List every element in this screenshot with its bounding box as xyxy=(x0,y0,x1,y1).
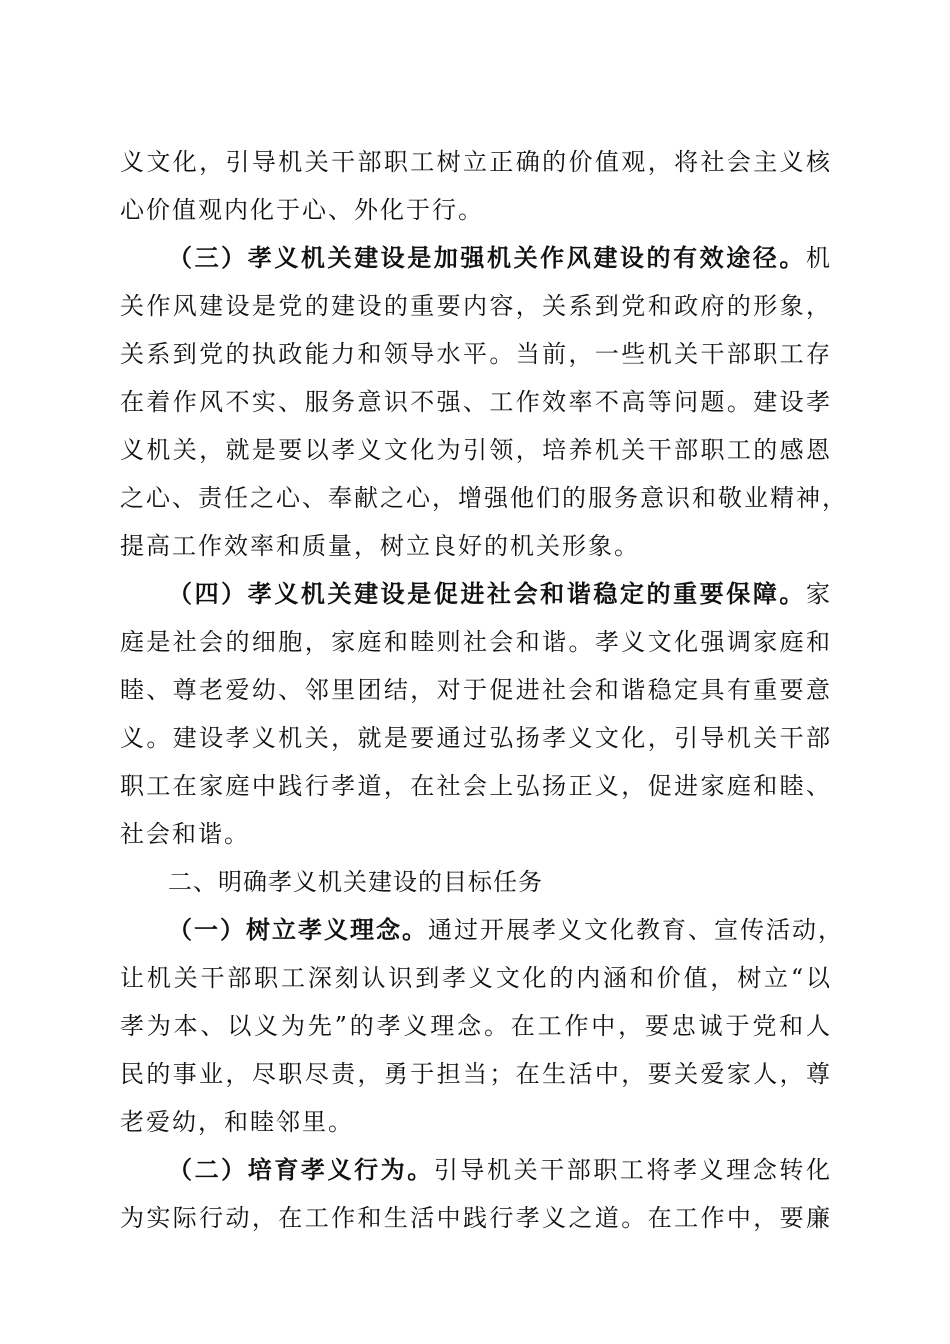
paragraph-text: 家 xyxy=(806,580,832,608)
paragraph-text: 引导机关干部职工将孝义理念转化 xyxy=(433,1156,833,1184)
paragraph-text: 机 xyxy=(806,244,832,272)
paragraph-line: 提高工作效率和质量，树立良好的机关形象。 xyxy=(120,532,640,560)
paragraph-lead: （二）培育孝义行为。 xyxy=(168,1155,434,1184)
paragraph-line: 心价值观内化于心、外化于行。 xyxy=(120,196,484,224)
paragraph-first-line xyxy=(168,238,832,278)
paragraph-line: 为实际行动，在工作和生活中践行孝义之道。在工作中，要廉 xyxy=(120,1204,832,1232)
paragraph-text: 通过开展孝义文化教育、宣传活动， xyxy=(428,916,844,944)
paragraph-line: 民的事业，尽职尽责，勇于担当；在生活中，要关爱家人，尊 xyxy=(120,1060,832,1088)
paragraph-lead: （三）孝义机关建设是加强机关作风建设的有效途径。 xyxy=(168,243,806,272)
paragraph-line: 睦、尊老爱幼、邻里团结，对于促进社会和谐稳定具有重要意 xyxy=(120,676,832,704)
paragraph-line: 义机关，就是要以孝义文化为引领，培养机关干部职工的感恩 xyxy=(120,436,832,464)
paragraph-line: 之心、责任之心、奉献之心，增强他们的服务意识和敬业精神， xyxy=(120,484,848,512)
paragraph-line: 老爱幼，和睦邻里。 xyxy=(120,1108,354,1136)
paragraph-line: 在着作风不实、服务意识不强、工作效率不高等问题。建设孝 xyxy=(120,388,832,416)
paragraph-line: 职工在家庭中践行孝道，在社会上弘扬正义，促进家庭和睦、 xyxy=(120,772,832,800)
paragraph-line: 庭是社会的细胞，家庭和睦则社会和谐。孝义文化强调家庭和 xyxy=(120,628,832,656)
paragraph-first-line xyxy=(168,910,844,950)
section-heading: 二、明确孝义机关建设的目标任务 xyxy=(168,868,543,896)
paragraph-lead: （四）孝义机关建设是促进社会和谐稳定的重要保障。 xyxy=(168,579,806,608)
paragraph-line: 义文化，引导机关干部职工树立正确的价值观，将社会主义核 xyxy=(120,148,832,176)
paragraph-line: 关系到党的执政能力和领导水平。当前，一些机关干部职工存 xyxy=(120,340,832,368)
paragraph-line: 关作风建设是党的建设的重要内容，关系到党和政府的形象， xyxy=(120,292,832,320)
paragraph-line: 社会和谐。 xyxy=(120,820,250,848)
paragraph-first-line xyxy=(168,574,832,614)
paragraph-first-line xyxy=(168,1150,832,1190)
paragraph-line: 义。建设孝义机关，就是要通过弘扬孝义文化，引导机关干部 xyxy=(120,724,832,752)
paragraph-line: 让机关干部职工深刻认识到孝义文化的内涵和价值，树立“以 xyxy=(120,964,832,992)
paragraph-line: 孝为本、以义为先”的孝义理念。在工作中，要忠诚于党和人 xyxy=(120,1012,832,1040)
paragraph-lead: （一）树立孝义理念。 xyxy=(168,915,428,944)
